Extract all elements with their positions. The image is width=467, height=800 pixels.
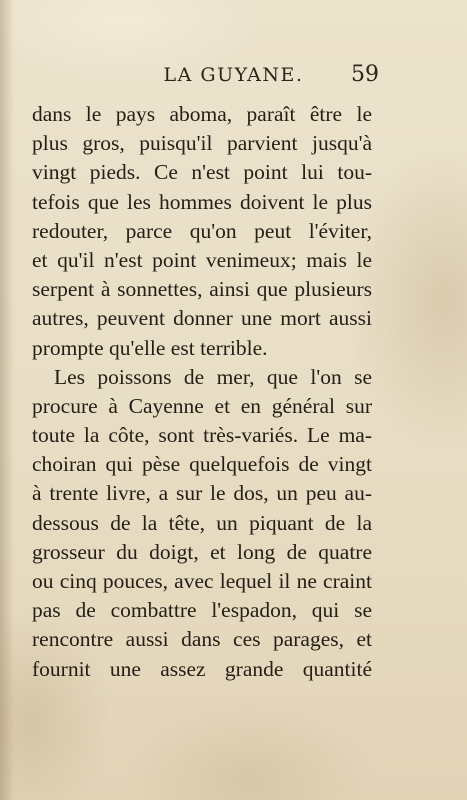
paragraph-2 <box>32 363 372 684</box>
text-line: dans le pays aboma, paraît être le <box>32 102 372 126</box>
text-line: prompte qu'elle est terrible. <box>32 335 268 360</box>
text-line: tefois que les hommes doivent le plus <box>32 189 372 214</box>
text-line: pas de combattre l'espadon, qui se <box>32 598 372 623</box>
spine-shadow <box>0 0 14 800</box>
text-line: dessous de la tête, un piquant de la <box>32 510 372 535</box>
text-line: Les poissons de mer, que l'on se <box>54 364 372 389</box>
text-line: fournit une assez grande quantité <box>32 656 372 681</box>
paragraph-1 <box>32 100 372 363</box>
text-line: serpent à sonnettes, ainsi que plusieurs <box>32 277 372 302</box>
text-line: rencontre aussi dans ces parages, et <box>32 627 372 652</box>
text-line: choiran qui pèse quelquefois de vingt <box>32 452 372 477</box>
text-line: grosseur du doigt, et long de quatre <box>32 539 372 564</box>
text-line: procure à Cayenne et en général sur <box>32 393 372 418</box>
page-header <box>0 62 467 92</box>
page-number: 59 <box>351 62 379 87</box>
text-line: ou cinq pouces, avec lequel il ne craint <box>32 569 372 593</box>
text-line: et qu'il n'est point venimeux; mais le <box>32 247 372 272</box>
body-text <box>32 100 372 684</box>
text-line: vingt pieds. Ce n'est point lui tou- <box>32 160 372 185</box>
text-line: redouter, parce qu'on peut l'éviter, <box>32 218 372 243</box>
text-line: plus gros, puisqu'il parvient jusqu'à <box>32 131 372 156</box>
running-title: LA GUYANE. <box>163 64 304 86</box>
text-line: toute la côte, sont très-variés. Le ma- <box>32 423 372 448</box>
text-line: autres, peuvent donner une mort aussi <box>32 306 372 331</box>
text-line: à trente livre, a sur le dos, un peu au- <box>32 481 372 506</box>
